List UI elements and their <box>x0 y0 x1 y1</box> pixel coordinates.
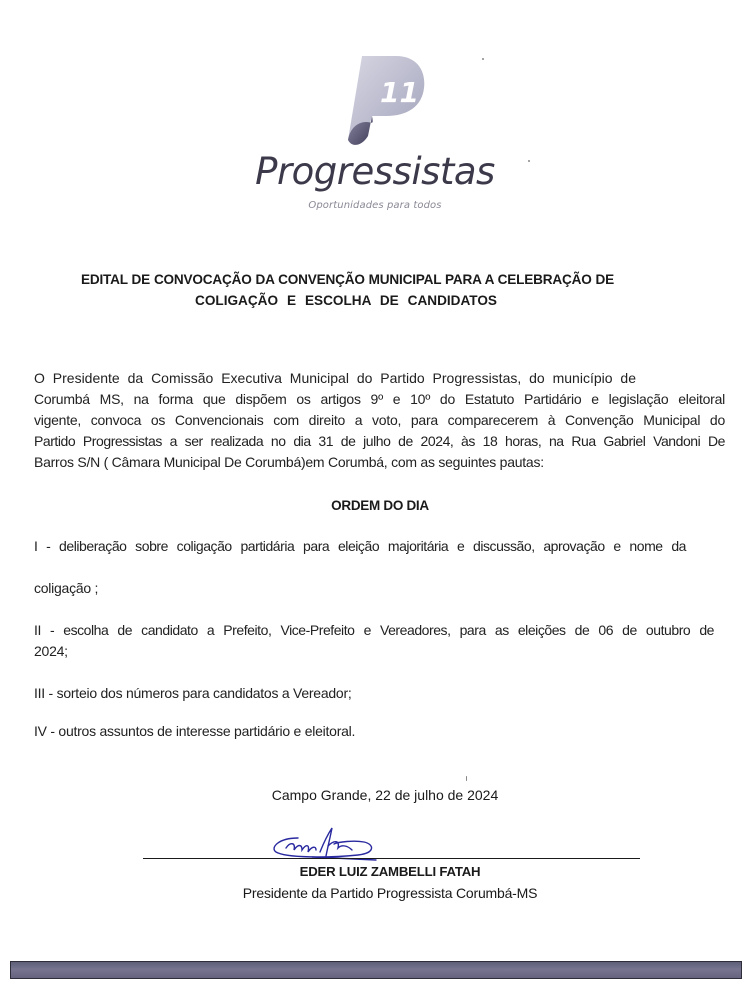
footer-bar <box>10 961 742 979</box>
body-paragraph-line: vigente, convoca os Convencionais com direito a voto, para comparecerem à Convenção Municipal do <box>34 412 725 428</box>
document-title-line-2: COLIGAÇÃO E ESCOLHA DE CANDIDATOS <box>195 293 497 308</box>
scan-speck <box>528 160 530 162</box>
agenda-item-1: I - deliberação sobre coligação partidária para eleição majoritária e discussão, aprovação e nome da <box>34 538 686 554</box>
agenda-heading: ORDEM DO DIA <box>331 498 429 513</box>
body-paragraph-line: Partido Progressistas a ser realizada no dia 31 de julho de 2024, às 18 horas, na Rua Gabriel Vandoni De <box>34 433 725 449</box>
agenda-item-4: IV - outros assuntos de interesse partidário e eleitoral. <box>34 723 356 739</box>
document-title-line-1: EDITAL DE CONVOCAÇÃO DA CONVENÇÃO MUNICIPAL PARA A CELEBRAÇÃO DE <box>81 272 614 287</box>
agenda-item-1-continued: coligação ; <box>34 580 99 596</box>
signer-name: EDER LUIZ ZAMBELLI FATAH <box>299 864 481 879</box>
body-paragraph-line: O Presidente da Comissão Executiva Municipal do Partido Progressistas, do município de <box>34 370 636 386</box>
agenda-item-3: III - sorteio dos números para candidatos a Vereador; <box>34 685 352 701</box>
place-and-date: Campo Grande, 22 de julho de 2024 <box>271 787 499 803</box>
scan-speck <box>466 776 467 781</box>
body-paragraph-line: Barros S/N ( Câmara Municipal De Corumbá)em Corumbá, com as seguintes pautas: <box>34 454 544 470</box>
scan-speck <box>482 58 484 60</box>
logo-number: 11 <box>380 76 419 109</box>
party-logo-p-icon <box>340 52 430 150</box>
brand-tagline: Oportunidades para todos <box>308 200 442 211</box>
agenda-item-2: II - escolha de candidato a Prefeito, Vice-Prefeito e Vereadores, para as eleições de 06 de outubro de <box>34 622 714 638</box>
signer-role: Presidente da Partido Progressista Corumbá-MS <box>242 885 538 901</box>
signature-line <box>143 858 640 859</box>
brand-name: Progressistas <box>255 150 495 193</box>
handwritten-signature <box>268 824 378 862</box>
body-paragraph-line: Corumbá MS, na forma que dispõem os artigos 9º e 10º do Estatuto Partidário e legislação eleitoral <box>34 391 725 407</box>
agenda-item-2-continued: 2024; <box>34 643 68 659</box>
